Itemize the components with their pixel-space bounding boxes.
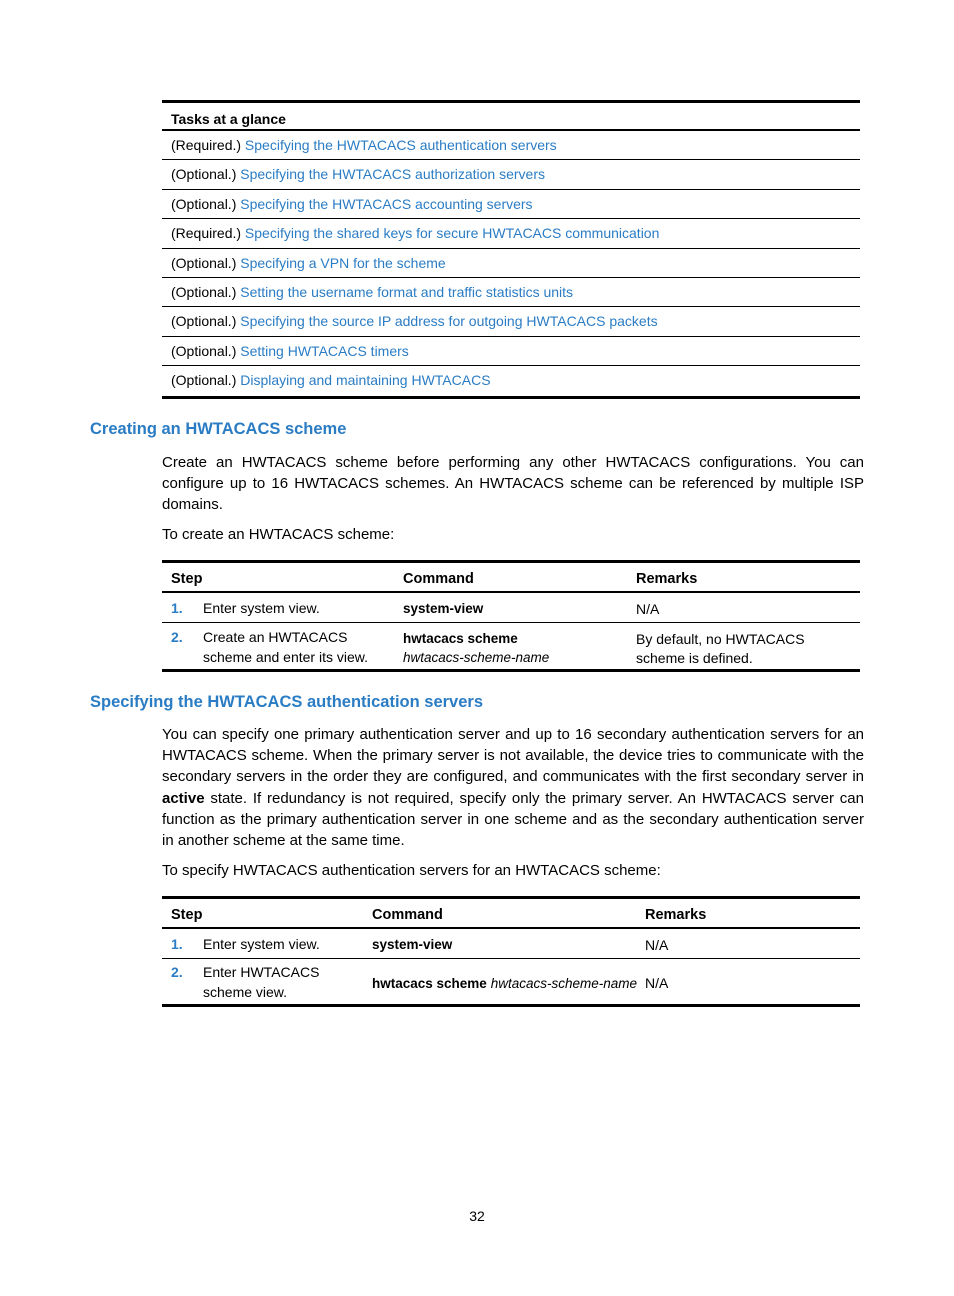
task-row (162, 278, 860, 307)
task-prefix: (Optional.) (171, 372, 237, 389)
remarks-text: N/A (636, 601, 660, 617)
step-header: Step (171, 907, 203, 923)
step-header: Step (171, 571, 203, 587)
para-text: You can specify one primary authentication server and up to 16 secondary authentication servers for an HWTACACS scheme. When the primary server is not available, the device tries to communicate with the secondary servers in the order they are configured, and communicates with the first secondary server in (162, 726, 864, 786)
table-row (162, 623, 860, 669)
command-argument: hwtacacs-scheme-name (403, 650, 550, 665)
table-row (162, 593, 860, 623)
task-link[interactable]: Specifying the HWTACACS accounting servers (240, 195, 533, 212)
task-row (162, 249, 860, 278)
command-header: Command (403, 571, 474, 587)
section2-paragraph (162, 724, 864, 851)
task-row (162, 219, 860, 248)
step-text-line1: Create an HWTACACS (203, 629, 348, 645)
step-number: 1. (171, 936, 183, 952)
section-title-create-scheme: Creating an HWTACACS scheme (90, 420, 347, 438)
remarks-text: N/A (645, 975, 669, 991)
para-keyword-active: active (162, 789, 205, 807)
command-keyword: system-view (403, 601, 484, 616)
task-prefix: (Optional.) (171, 342, 237, 359)
table-row (162, 959, 860, 1004)
remarks-text: N/A (645, 937, 669, 953)
task-link[interactable]: Specifying a VPN for the scheme (240, 254, 446, 271)
command-keyword: system-view (372, 937, 453, 952)
task-prefix: (Optional.) (171, 283, 237, 300)
tasks-table (162, 100, 860, 399)
section2-intro: To specify HWTACACS authentication servers for an HWTACACS scheme: (162, 862, 661, 879)
task-row (162, 160, 860, 189)
section1-paragraph: Create an HWTACACS scheme before performing any other HWTACACS configurations. You can configure up to 16 HWTACACS schemes. An HWTACACS scheme can be referenced by multiple ISP domains. (162, 454, 864, 514)
task-prefix: (Optional.) (171, 195, 237, 212)
auth-servers-table (162, 896, 860, 1007)
tasks-header: Tasks at a glance (162, 103, 860, 131)
remarks-line1: By default, no HWTACACS (636, 631, 805, 647)
command-keyword: hwtacacs scheme (372, 976, 487, 991)
step-text-line2: scheme and enter its view. (203, 649, 368, 665)
command-keyword: hwtacacs scheme (403, 631, 518, 646)
table-header (162, 563, 860, 593)
step-number: 1. (171, 600, 183, 616)
remarks-header: Remarks (636, 571, 698, 587)
step-text: Enter system view. (203, 600, 320, 616)
task-row (162, 307, 860, 336)
task-row (162, 190, 860, 219)
task-prefix: (Required.) (171, 137, 242, 153)
section-title-auth-servers: Specifying the HWTACACS authentication servers (90, 693, 484, 711)
task-row (162, 337, 860, 366)
command-argument: hwtacacs-scheme-name (490, 976, 638, 991)
remarks-line2: scheme is defined. (636, 650, 753, 666)
table-header (162, 899, 860, 929)
command-line (372, 973, 637, 994)
task-prefix: (Optional.) (171, 166, 237, 183)
section1-intro: To create an HWTACACS scheme: (162, 526, 395, 543)
page-number: 32 (469, 1208, 485, 1224)
task-link[interactable]: Specifying the shared keys for secure HWTACACS communication (244, 225, 660, 242)
task-link[interactable]: Setting HWTACACS timers (240, 342, 409, 359)
step-text-line2: scheme view. (203, 984, 288, 1000)
create-scheme-table (162, 560, 860, 672)
remarks-header: Remarks (645, 907, 707, 923)
step-number: 2. (171, 964, 183, 980)
task-prefix: (Optional.) (171, 313, 237, 330)
task-row (162, 366, 860, 395)
task-link[interactable]: Setting the username format and traffic statistics units (240, 283, 574, 300)
table-row (162, 929, 860, 959)
task-prefix: (Optional.) (171, 254, 237, 271)
para-text-cont: state. If redundancy is not required, specify only the primary server. An HWTACACS server can function as the primary authentication server in one scheme and as the secondary authentication server in another scheme at the same time. (162, 789, 864, 850)
command-header: Command (372, 907, 443, 923)
step-text: Enter system view. (203, 936, 320, 952)
task-link[interactable]: Displaying and maintaining HWTACACS (240, 372, 491, 389)
task-row (162, 131, 860, 160)
step-number: 2. (171, 629, 183, 645)
task-link[interactable]: Specifying the source IP address for outgoing HWTACACS packets (240, 313, 658, 330)
step-text-line1: Enter HWTACACS (203, 964, 320, 980)
task-prefix: (Required.) (171, 225, 242, 242)
task-link[interactable]: Specifying the HWTACACS authorization servers (240, 166, 545, 183)
task-link[interactable]: Specifying the HWTACACS authentication servers (244, 137, 557, 153)
